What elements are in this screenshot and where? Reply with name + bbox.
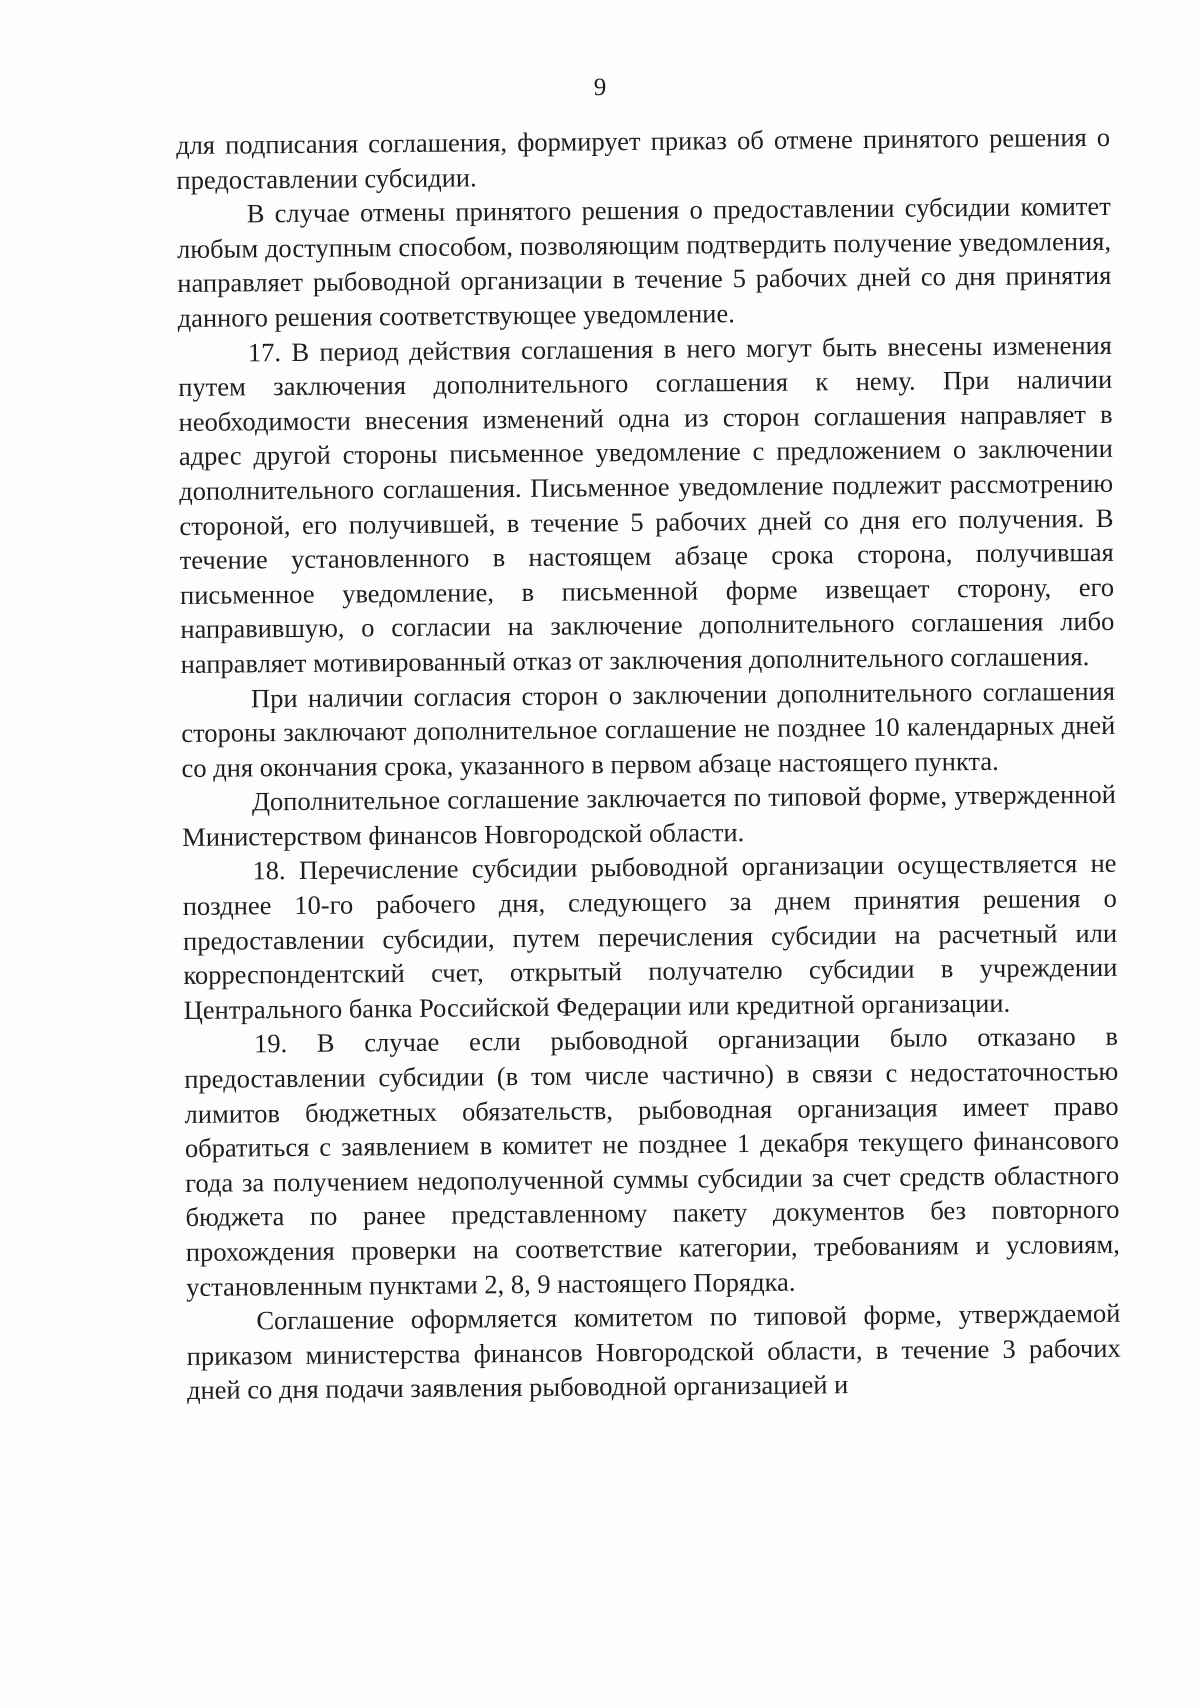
paragraph-item-17: 17. В период действия соглашения в него могут быть внесены изменения путем заключения дополнительного соглашения к нему. При наличии необходимости внесения изменений одна из сторон соглашения направляет в адрес другой стороны письменное уведомление с предложением о заключении дополнительного соглашения. Письменное уведомление подлежит рассмотрению стороной, его получившей, в течение 5 рабочих дней со дня его получения. В течение установленного в настоящем абзаце срока сторона, получившая письменное уведомление, в письменной форме извещает сторону, его направившую, о согласии на заключение дополнительного соглашения либо направляет мотивированный отказ от заключения дополнительного соглашения. <box>178 329 1115 679</box>
paragraph-item-18: 18. Перечисление субсидии рыбоводной организации осуществляется не позднее 10-го рабочего дня, следующего за днем принятия решения о предоставлении субсидии, путем перечисления субсидии на расчетный или корреспондентский счет, открытый получателю субсидии в учреждении Центрального банка Российской Федерации или кредитной организации. <box>182 848 1118 1025</box>
page-number: 9 <box>593 74 607 101</box>
paragraph-agreement-processing: Соглашение оформляется комитетом по типовой форме, утверждаемой приказом министерства финансов Новгородской области, в течение 3 рабочих дней со дня подачи заявления рыбоводной организацией и <box>186 1297 1121 1406</box>
paragraph-agreement-consent: При наличии согласия сторон о заключении дополнительного соглашения стороны заключают дополнительное соглашение не позднее 10 календарных дней со дня окончания срока, указанного в первом абзаце настоящего пункта. <box>181 675 1116 783</box>
paragraph-standard-form: Дополнительное соглашение заключается по типовой форме, утвержденной Министерством финансов Новгородской области. <box>182 779 1116 852</box>
document-body <box>176 120 1121 1408</box>
paragraph-cancellation-notice: В случае отмены принятого решения о предоставлении субсидии комитет любым доступным способом, позволяющим подтвердить получение уведомления, направляет рыбоводной организации в течение 5 рабочих дней со дня принятия данного решения соответствующее уведомление. <box>176 191 1112 333</box>
paragraph-continuation: для подписания соглашения, формирует приказ об отмене принятого решения о предоставлении субсидии. <box>176 121 1111 195</box>
paragraph-item-19: 19. В случае если рыбоводной организации было отказано в предоставлении субсидии (в том числе частично) в связи с недостаточностью лимитов бюджетных обязательств, рыбоводная организация имеет право обратиться с заявлением в комитет не позднее 1 декабря текущего финансового года за получением недополученной суммы субсидии за счет средств областного бюджета по ранее представленному пакету документов без повторного прохождения проверки на соответствие категории, требованиям и условиям, установленным пунктами 2, 8, 9 настоящего Порядка. <box>184 1021 1120 1302</box>
